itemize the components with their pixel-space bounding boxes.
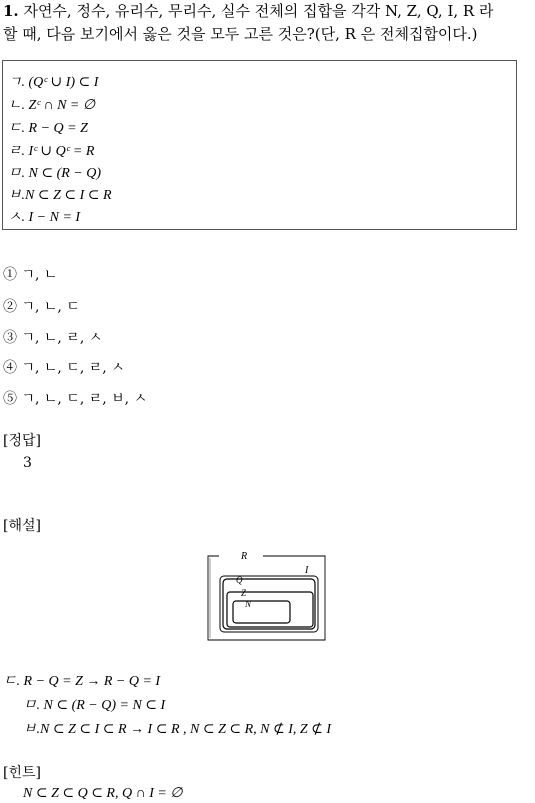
explanation-label: [해설]: [3, 518, 41, 534]
statement-4: ㄹ. Iᶜ ∪ Qᶜ = R: [8, 144, 95, 159]
question-line1: 자연수, 정수, 유리수, 무리수, 실수 전체의 집합을 각각 N, Z, Q, I, R 라: [23, 2, 494, 20]
statement-5: ㅁ. N ⊂ (R − Q): [8, 166, 102, 181]
question-number: 1.: [3, 2, 19, 20]
label-r: R: [241, 551, 248, 562]
statement-7: ㅅ. I − N = I: [8, 210, 81, 225]
hint-text: N ⊂ Z ⊂ Q ⊂ R, Q ∩ I = ∅: [23, 786, 183, 801]
option-2[interactable]: ② ㄱ, ㄴ, ㄷ: [3, 299, 80, 315]
venn-diagram: [205, 548, 330, 648]
option-1[interactable]: ① ㄱ, ㄴ: [3, 267, 58, 283]
explanation-line-2: ㅁ. N ⊂ (R − Q) = N ⊂ I: [23, 698, 166, 713]
explanation-line-3: ㅂ.N ⊂ Z ⊂ I ⊂ R → I ⊂ R , N ⊂ Z ⊂ R, N ⊄ I, Z ⊄ I: [23, 722, 332, 737]
set-z-region: [227, 592, 313, 627]
label-n: N: [245, 599, 252, 609]
option-5[interactable]: ⑤ ㄱ, ㄴ, ㄷ, ㄹ, ㅂ, ㅅ: [3, 391, 148, 407]
explanation-line-1: ㄷ. R − Q = Z → R − Q = I: [3, 674, 161, 689]
set-n-region: [233, 601, 290, 623]
answer-label: [정답]: [3, 433, 41, 449]
option-4[interactable]: ④ ㄱ, ㄴ, ㄷ, ㄹ, ㅅ: [3, 360, 125, 376]
label-q: Q: [236, 575, 243, 585]
question-line2: 할 때, 다음 보기에서 옳은 것을 모두 고른 것은?(단, R 은 전체집합이다.): [3, 25, 478, 43]
statement-1: ㄱ. (Qᶜ ∪ I) ⊂ I: [8, 75, 99, 90]
label-i: I: [305, 565, 309, 576]
option-3[interactable]: ③ ㄱ, ㄴ, ㄹ, ㅅ: [3, 330, 103, 346]
statement-2: ㄴ. Zᶜ ∩ N = ∅: [8, 98, 96, 113]
statement-3: ㄷ. R − Q = Z: [8, 121, 88, 136]
statement-6: ㅂ.N ⊂ Z ⊂ I ⊂ R: [8, 188, 112, 203]
question-text: [3, 0, 493, 21]
hint-label: [힌트]: [3, 765, 41, 781]
answer-value: 3: [23, 455, 32, 471]
set-q-region: [223, 579, 315, 629]
label-z: Z: [241, 588, 247, 598]
